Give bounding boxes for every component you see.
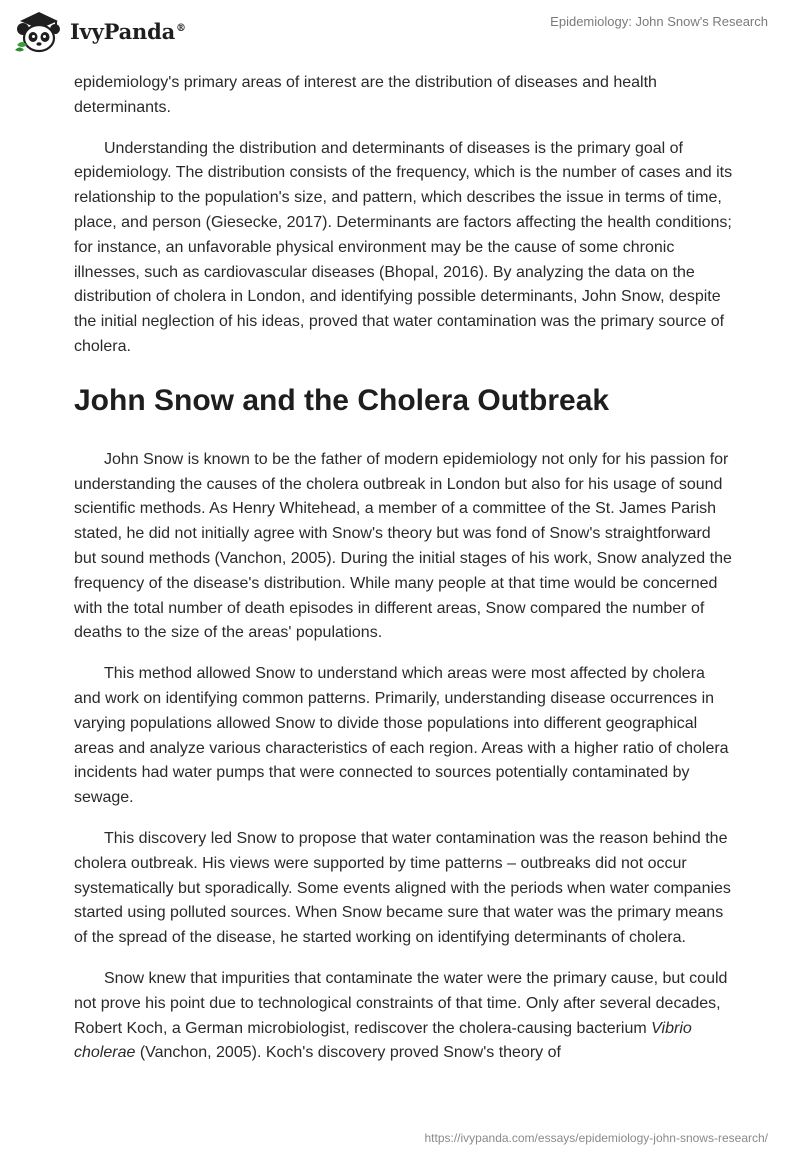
panda-graduate-icon	[14, 9, 64, 53]
bacterium-name: Vibrio cholerae	[74, 1019, 692, 1062]
paragraph-distribution: Understanding the distribution and determinants of diseases is the primary goal of epidemiology. The distribution consists of the frequency, which is the number of cases and its relationship to the population's size, and pattern, which describes the issue in terms of time, place, and person (Giesecke, 2017). Determinants are factors affecting the health conditions; for instance, an unfavorable physical environment may be the cause of some chronic illnesses, such as cardiovascular diseases (Bhopal, 2016). By analyzing the data on the distribution of cholera in London, and identifying possible determinants, John Snow, despite the initial neglection of his ideas, proved that water contamination was the primary source of cholera.	[74, 139, 733, 355]
paragraph-water-contamination: This discovery led Snow to propose that water contamination was the reason behind the cholera outbreak. His views were supported by time patterns – outbreaks did not occur systematically but sporadically. Some events aligned with the periods when water companies started using polluted sources. When Snow became sure that water was the primary means of the spread of the disease, he started working on identifying determinants of cholera.	[74, 829, 731, 947]
document-title: Epidemiology: John Snow's Research	[550, 14, 768, 29]
essay-content	[74, 71, 734, 1082]
paragraph-method-patterns: This method allowed Snow to understand which areas were most affected by cholera and work on identifying common patterns. Primarily, understanding disease occurrences in varying populations allowed Snow to divide those populations into different geographical areas and analyze various characteristics of each region. Areas with a higher ratio of cholera incidents had water pumps that were connected to sources potentially contaminated by sewage.	[74, 665, 729, 807]
paragraph-intro-continuation: epidemiology's primary areas of interest are the distribution of diseases and health determinants.	[74, 74, 657, 116]
section-heading: John Snow and the Cholera Outbreak	[74, 383, 610, 417]
paragraph-snow-methods: John Snow is known to be the father of modern epidemiology not only for his passion for understanding the causes of the cholera outbreak in London but also for his usage of sound scientific methods. As Henry Whitehead, a member of a committee of the St. James Parish stated, he did not initially agree with Snow's theory but was fond of Snow's straightforward but sound methods (Vanchon, 2005). During the initial stages of his work, Snow analyzed the frequency of the disease's distribution. While many people at that time would be concerned with the total number of death episodes in different areas, Snow compared the number of deaths to the size of the areas' populations.	[74, 450, 732, 642]
brand-name: IvyPanda®	[70, 18, 186, 44]
source-url[interactable]: https://ivypanda.com/essays/epidemiology-john-snows-research/	[424, 1131, 768, 1145]
page-header	[0, 0, 800, 70]
ivypanda-logo[interactable]	[14, 9, 186, 53]
paragraph-koch-discovery: Snow knew that impurities that contaminate the water were the primary cause, but could not prove his point due to technological constraints of that time. Only after several decades, Robert Koch, a German microbiologist, rediscover the cholera-causing bacterium Vibrio cholerae (Vanchon, 2005). Koch's discovery proved Snow's theory of	[74, 969, 728, 1062]
